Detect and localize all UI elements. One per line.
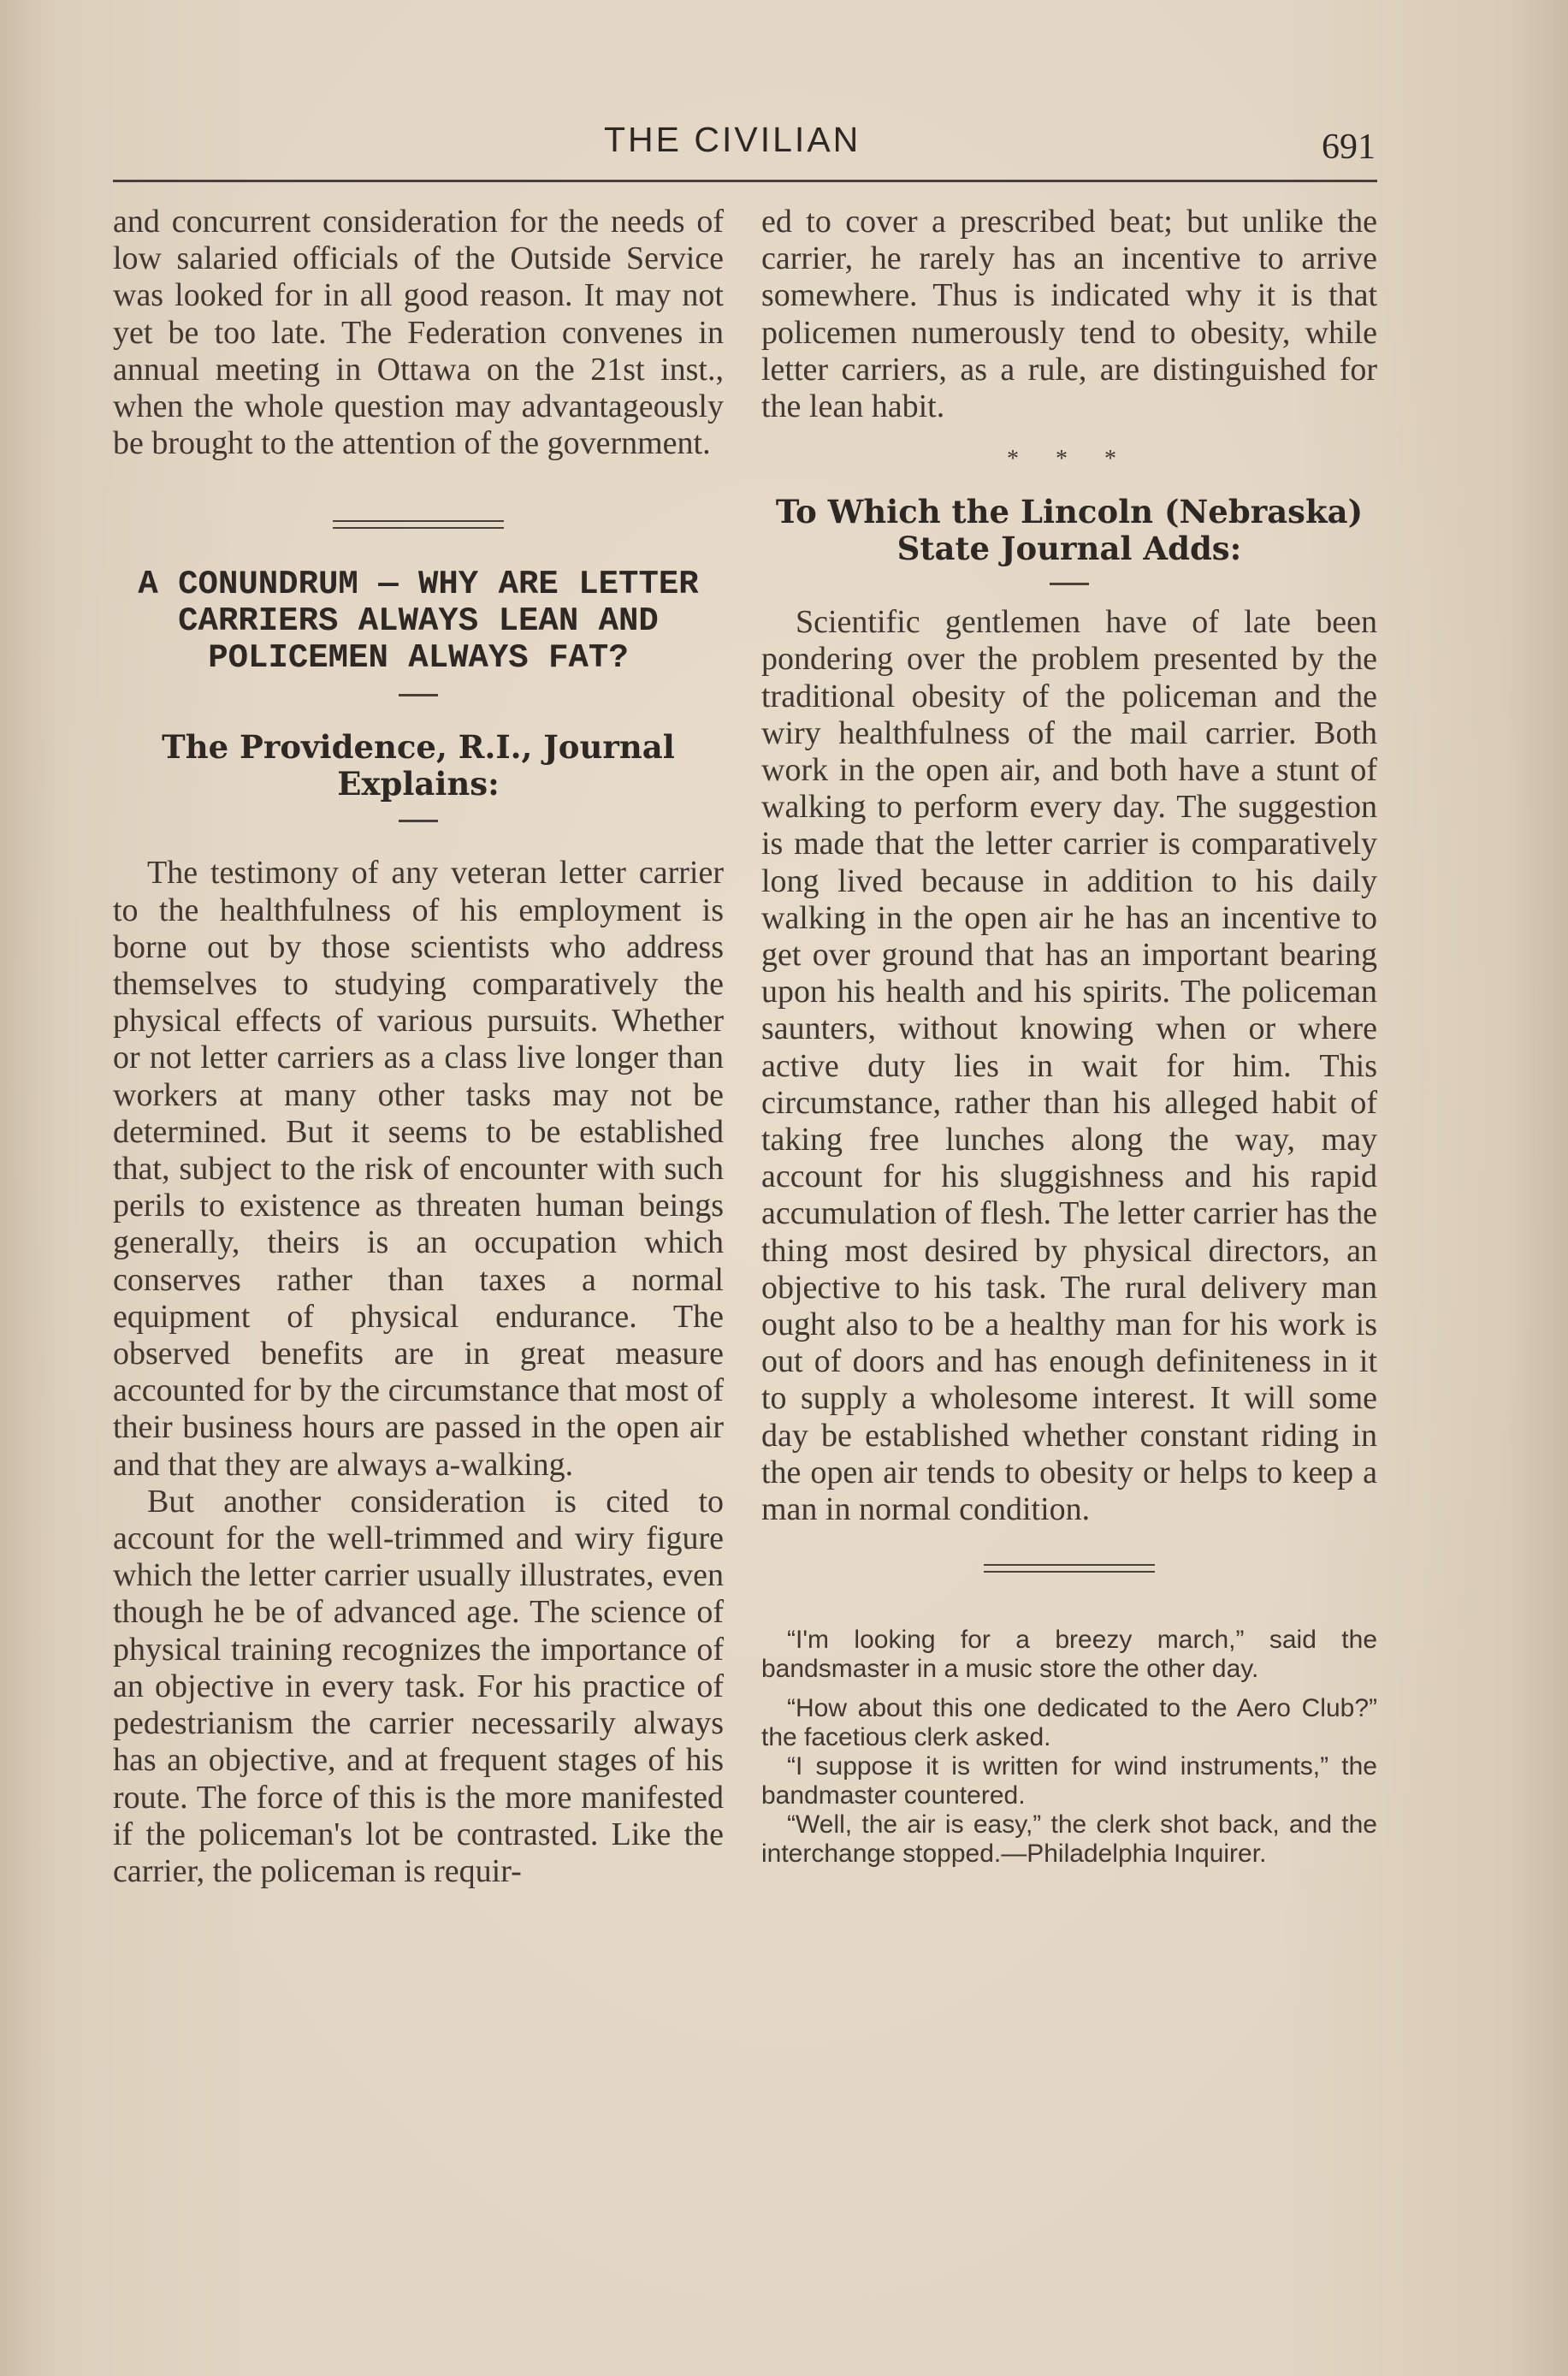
right-column [761,204,1377,1869]
anecdote-line: “I suppose it is written for wind instruments,” the bandmaster countered. [761,1752,1377,1810]
left-column [113,204,724,1890]
continuation-paragraph: ed to cover a prescribed beat; but unlike the carrier, he rarely has an incentive to arrive somewhere. Thus is indicated why it is that policemen numerously tend to obesity, while letter carriers, as a rule, are distinguished for the lean habit. [761,204,1377,425]
anecdote-divider [984,1564,1155,1573]
anecdote-line: “I'm looking for a breezy march,” said the bandsmaster in a music store the other day. [761,1626,1377,1684]
providence-paragraph-2: But another consideration is cited to account for the well-trimmed and wiry figure which the letter carrier usually illustrates, even though he be of advanced age. The science of physical training recognizes the importance of an objective in every task. For his practice of pedestrianism the carrier necessarily always has an objective, and at frequent stages of his route. The force of this is the more manifested if the policeman's lot be contrasted. Like the carrier, the policeman is requir- [113,1483,724,1889]
intro-paragraph: and concurrent consideration for the needs of low salaried officials of the Outside Service was looked for in all good reason. It may not yet be too late. The Federation convenes in annual meeting in Ottawa on the 21st inst., when the whole question may advantageously be brought to the attention of the government. [113,204,724,462]
lincoln-paragraph: Scientific gentlemen have of late been pondering over the problem presented by the traditional obesity of the policeman and the wiry healthfulness of the mail carrier. Both work in the open air, and both have a stunt of walking to perform every day. The suggestion is made that the letter carrier is comparatively long lived because in addition to his daily walking in the open air he has an incentive to get over ground that has an important bearing upon his health and his spirits. The policeman saunters, without knowing when or where active duty lies in wait for him. This circumstance, rather than his alleged habit of taking free lunches along the way, may account for his sluggishness and his rapid accumulation of flesh. The letter carrier has the thing most desired by physical directors, an objective to his task. The rural delivery man ought also to be a healthy man for his work is out of doors and has enough definiteness in it to supply a wholesome interest. It will some day be established whether constant riding in the open air tends to obesity or helps to keep a man in normal condition. [761,604,1377,1528]
anecdote-line: “How about this one dedicated to the Aero Club?” the facetious clerk asked. [761,1694,1377,1752]
page-number: 691 [1322,127,1376,167]
providence-paragraph-1: The testimony of any veteran letter carrier to the healthfulness of his employment is borne out by those scientists who address themselves to studying comparatively the physical effects of various pursuits. Whether or not letter carriers as a class live longer than workers at many other tasks may not be determined. But it seems to be established that, subject to the risk of encounter with such perils to existence as threaten human beings generally, theirs is an occupation which conserves rather than taxes a normal equipment of physical endurance. The observed benefits are in great measure accounted for by the circumstance that most of their business hours are passed in the open air and that they are always a-walking. [113,855,724,1483]
title-dash [399,694,438,696]
section-divider [333,520,504,529]
heading-dash [399,820,438,822]
header-rule [113,180,1377,182]
running-head: THE CIVILIAN [604,120,861,159]
heading-dash-right [1050,583,1089,585]
section-stars: * * * [1007,446,1132,473]
lincoln-journal-heading: To Which the Lincoln (Nebraska) State Journal Adds: [775,493,1364,568]
article-title: A CONUNDRUM — WHY ARE LETTER CARRIERS ALWAYS LEAN AND POLICEMEN ALWAYS FAT? [138,566,699,678]
providence-journal-heading: The Providence, R.I., Journal Explains: [162,728,675,803]
anecdote-line: “Well, the air is easy,” the clerk shot back, and the interchange stopped.—Philadelphia Inquirer. [761,1810,1377,1869]
